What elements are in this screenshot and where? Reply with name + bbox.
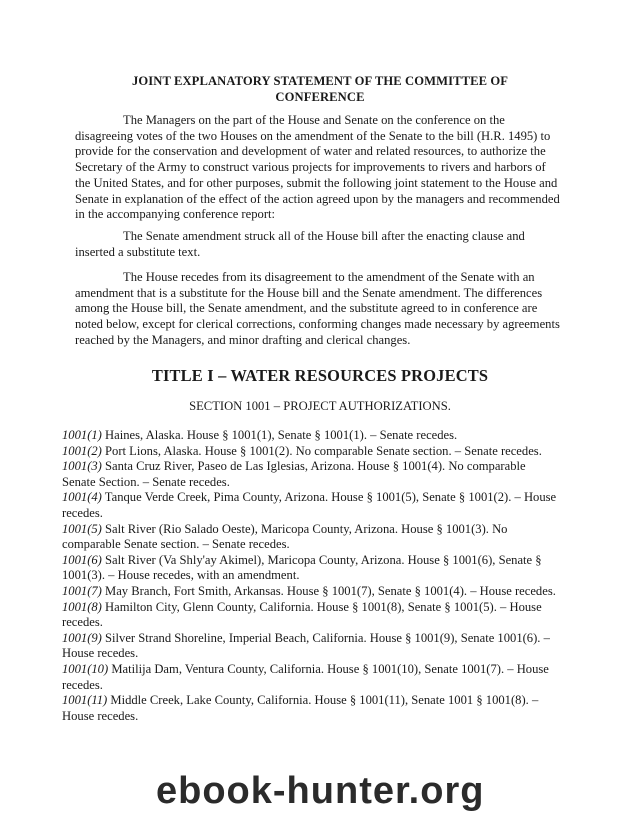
section-heading: SECTION 1001 – PROJECT AUTHORIZATIONS.: [189, 399, 451, 413]
house-recedes-paragraph: The House recedes from its disagreement to the amendment of the Senate with an amendment that is a substitute for the House bill and the Senate amendment. The differences among the House bill, the Senate amendment, and the substitute agreed to in conference are noted below, except for clerical corrections, conforming changes made necessary by agreements reached by the Managers, and minor drafting and clerical changes.: [75, 270, 560, 347]
document-heading: JOINT EXPLANATORY STATEMENT OF THE COMMITTEE OF CONFERENCE: [131, 74, 509, 104]
list-item: [62, 553, 560, 584]
item-text: May Branch, Fort Smith, Arkansas. House § 1001(7), Senate § 1001(4). – House recedes.: [101, 583, 556, 598]
item-text: Middle Creek, Lake County, California. House § 1001(11), Senate 1001 § 1001(8). – House recedes.: [62, 693, 539, 723]
item-text: Port Lions, Alaska. House § 1001(2). No comparable Senate section. – Senate recedes.: [101, 443, 542, 458]
item-text: Haines, Alaska. House § 1001(1), Senate § 1001(1). – Senate recedes.: [101, 428, 458, 442]
list-item: [62, 459, 560, 490]
item-code: 1001(3): [62, 459, 102, 474]
item-text: Hamilton City, Glenn County, California. House § 1001(8), Senate § 1001(5). – House recedes.: [62, 599, 542, 630]
item-code: 1001(10): [62, 661, 109, 676]
item-code: 1001(4): [62, 490, 102, 505]
item-text: Tanque Verde Creek, Pima County, Arizona. House § 1001(5), Senate § 1001(2). – House recedes.: [62, 490, 557, 520]
list-item: [62, 444, 560, 460]
title-heading: TITLE I – WATER RESOURCES PROJECTS: [151, 366, 489, 385]
senate-amendment-paragraph: The Senate amendment struck all of the House bill after the enacting clause and inserted a substitute text.: [75, 229, 525, 259]
list-item: [62, 662, 560, 693]
item-code: 1001(2): [62, 443, 102, 458]
item-text: Matilija Dam, Ventura County, California. House § 1001(10), Senate 1001(7). – House recedes.: [62, 661, 549, 692]
watermark-text: ebook-hunter.org: [156, 770, 485, 812]
list-item: [62, 693, 560, 724]
item-code: 1001(5): [62, 521, 102, 536]
list-item: [62, 600, 560, 631]
list-item: [62, 490, 560, 521]
item-code: 1001(1): [62, 428, 102, 442]
item-code: 1001(8): [62, 599, 102, 614]
item-code: 1001(9): [62, 630, 102, 645]
item-code: 1001(6): [62, 552, 102, 567]
list-item: [62, 522, 560, 553]
item-text: Salt River (Rio Salado Oeste), Maricopa County, Arizona. House § 1001(3). No comparable Senate section. – Senate recedes.: [62, 521, 508, 552]
list-item: [62, 428, 560, 444]
item-text: Silver Strand Shoreline, Imperial Beach, California. House § 1001(9), Senate 1001(6). – House recedes.: [62, 630, 550, 661]
list-item: [62, 584, 560, 600]
intro-paragraph: The Managers on the part of the House and Senate on the conference on the disagreeing votes of the two Houses on the amendment of the Senate to the bill (H.R. 1495) to provide for the conservation and development of water and related resources, to authorize the Secretary of the Army to construct various projects for improvements to rivers and harbors of the United States, and for other purposes, submit the following joint statement to the House and Senate in explanation of the effect of the action agreed upon by the managers and recommended in the accompanying conference report:: [75, 113, 560, 222]
item-text: Santa Cruz River, Paseo de Las Iglesias, Arizona. House § 1001(4). No comparable Senate Section. – Senate recedes.: [62, 459, 526, 489]
item-code: 1001(7): [62, 583, 102, 598]
project-list: [62, 428, 560, 724]
item-text: Salt River (Va Shly'ay Akimel), Maricopa County, Arizona. House § 1001(6), Senate § 1001(3). – House recedes, with an amendment.: [62, 552, 542, 583]
item-code: 1001(11): [62, 693, 108, 708]
list-item: [62, 631, 560, 662]
